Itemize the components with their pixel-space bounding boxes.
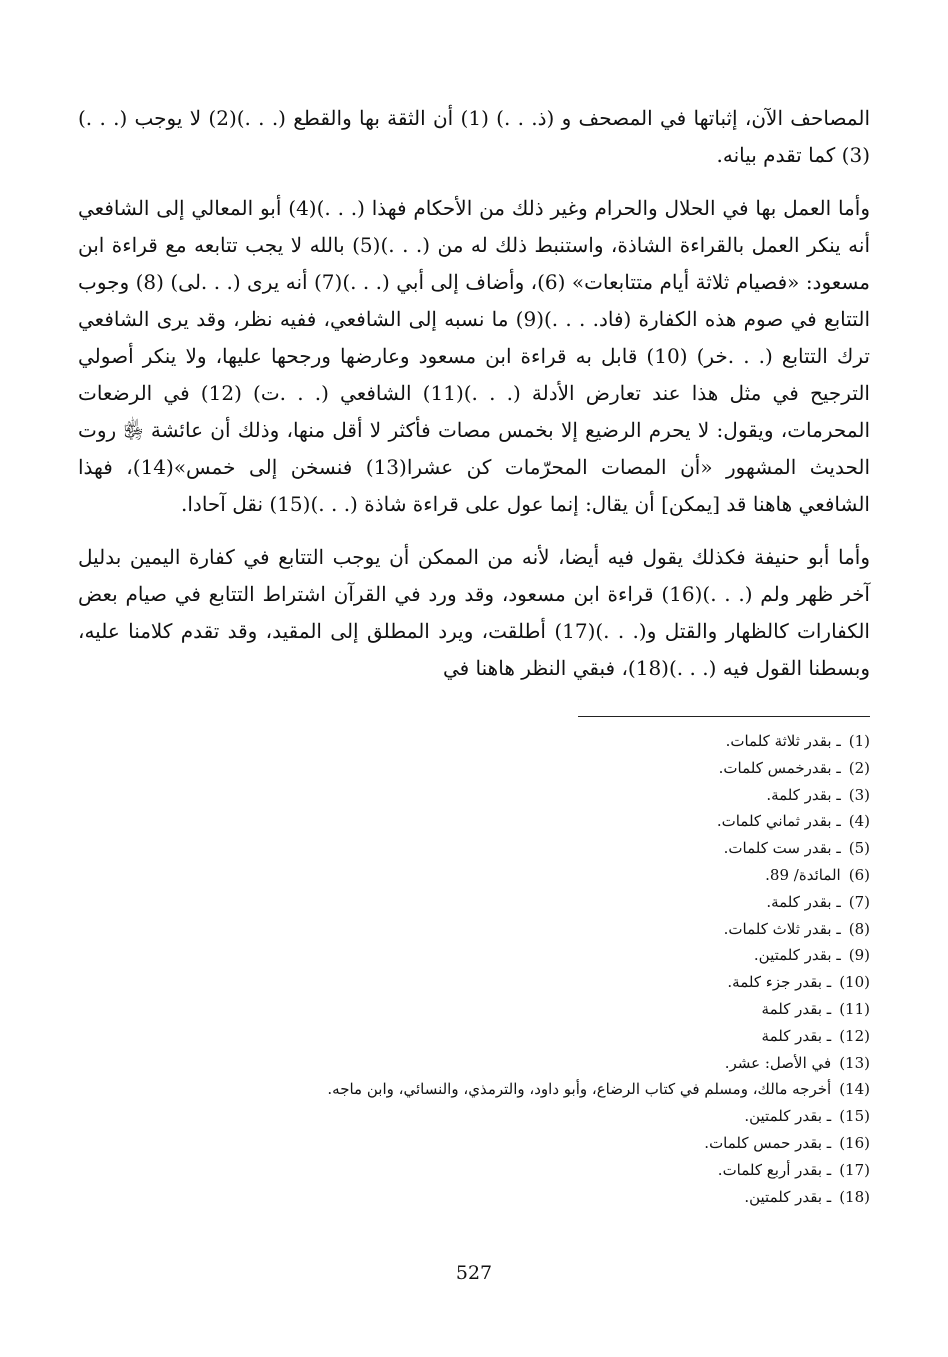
footnote-17: [70, 1157, 870, 1184]
footnote-1: [70, 728, 870, 755]
footnote-number: (13): [839, 1053, 870, 1072]
footnote-14: [70, 1076, 870, 1103]
footnote-text: ـ بقدر كلمتين.: [753, 946, 841, 965]
footnote-text: ـ بقدر كلمة: [761, 1026, 832, 1045]
footnotes-list: [70, 728, 870, 1210]
footnote-15: [70, 1103, 870, 1130]
footnote-text: المائدة/ 89.: [765, 865, 841, 884]
footnote-number: (6): [848, 865, 870, 884]
footnote-text: ـ بقدر ثلاثة كلمات.: [725, 732, 841, 750]
footnote-number: (12): [839, 1026, 870, 1045]
footnote-2: [70, 755, 870, 782]
footnote-text: ـ بقدر كلمة.: [766, 785, 841, 804]
footnote-text: ـ بقدر ثلاث كلمات.: [723, 919, 841, 938]
main-text: [78, 100, 870, 703]
footnote-7: [70, 889, 870, 916]
paragraph-2: وأما العمل بها في الحلال والحرام وغير ذلك من الأحكام فهذا (. . .)(4) أبو المعالي إلى الشافعي أنه ينكر العمل بالقراءة الشاذة، واستنبط ذلك له من (. . .)(5) بالله لا يجب تتابعه مع قراءة ابن مسعود: «فصيام ثلاثة أيام متتابعات» (6)، وأضاف إلى أبي (. . .)(7) أنه يرى (. . .لى) (8) وجوب التتابع في صوم هذه الكفارة (فاد. . . .)(9) ما نسبه إلى الشافعي، ففيه نظر، وقد يرى الشافعي ترك التتابع (. . .خر) (10) قابل به قراءة ابن مسعود وعارضها ورجحها عليها، ولا ينكر أصولي الترجيح في مثل هذا عند تعارض الأدلة (. . .)(11) الشافعي (. . .ت) (12) في الرضعات المحرمات، ويقول: لا يحرم الرضيع إلا بخمس مصات فأكثر لا أقل منها، وذلك أن عائشة ﵂ روت الحديث المشهور «أن المصات المحرّمات كن عشرا(13) فنسخن إلى خمس»(14)، فهذا الشافعي هاهنا قد [يمكن] أن يقال: إنما عول على قراءة شاذة (. . .)(15) نقل آحادا.: [78, 196, 871, 516]
footnote-text: أخرجه مالك، ومسلم في كتاب الرضاع، وأبو داود، والترمذي، والنسائي، وابن ماجه.: [327, 1080, 832, 1099]
footnote-number: (7): [848, 892, 870, 911]
footnote-text: ـ بقدر حمس كلمات.: [704, 1133, 832, 1152]
footnote-16: [70, 1130, 870, 1157]
footnote-9: [70, 942, 870, 969]
footnote-number: (10): [839, 973, 870, 992]
footnote-3: [70, 782, 870, 809]
footnote-18: [70, 1184, 870, 1211]
footnote-text: ـ بقدر كلمتين.: [744, 1187, 832, 1206]
footnote-text: ـ بقدر كلمة.: [766, 892, 841, 911]
page-number: 527: [455, 1262, 493, 1284]
footnote-10: [70, 969, 870, 996]
footnote-text: ـ بقدر كلمتين.: [744, 1107, 832, 1126]
footnote-8: [70, 916, 870, 943]
footnote-text: ـ بقدر كلمة: [761, 999, 832, 1018]
footnote-5: [70, 835, 870, 862]
footnote-text: في الأصل: عشر.: [724, 1053, 832, 1072]
footnote-text: ـ بقدر ست كلمات.: [723, 839, 841, 858]
footnote-number: (5): [848, 839, 870, 858]
footnote-text: ـ بقدرخمس كلمات.: [718, 758, 841, 777]
footnote-text: ـ بقدر ثماني كلمات.: [716, 812, 841, 831]
footnote-6: [70, 862, 870, 889]
footnote-4: [70, 808, 870, 835]
footnote-text: ـ بقدر أربع كلمات.: [717, 1160, 832, 1179]
footnote-text: ـ بقدر جزء كلمة.: [727, 973, 832, 992]
footnote-number: (4): [848, 812, 870, 831]
footnote-13: [70, 1050, 870, 1077]
footnote-number: (1): [848, 732, 870, 750]
footnote-number: (2): [848, 758, 870, 777]
footnote-number: (14): [839, 1080, 870, 1099]
footnote-number: (15): [839, 1107, 870, 1126]
footnote-number: (16): [839, 1133, 870, 1152]
footnote-number: (8): [848, 919, 870, 938]
footnote-divider: [578, 716, 870, 717]
footnote-number: (9): [848, 946, 870, 965]
footnote-number: (3): [848, 785, 870, 804]
paragraph-1: المصاحف الآن، إثباتها في المصحف و (ذ. . .) (1) أن الثقة بها والقطع (. . .)(2) لا يوجب (. . .)(3) كما تقدم بيانه.: [78, 106, 870, 167]
footnote-11: [70, 996, 870, 1023]
footnote-number: (18): [839, 1187, 870, 1206]
footnote-12: [70, 1023, 870, 1050]
footnote-number: (11): [839, 999, 870, 1018]
footnote-number: (17): [839, 1160, 870, 1179]
paragraph-3: وأما أبو حنيفة فكذلك يقول فيه أيضا، لأنه من الممكن أن يوجب التتابع في كفارة اليمين بدليل آخر ظهر ولم (. . .)(16) قراءة ابن مسعود، وقد ورد في القرآن اشتراط التتابع في صيام بعض الكفارات كالظهار والقتل و(. . .)(17) أطلقت، ويرد المطلق إلى المقيد، وقد تقدم كلامنا عليه، وبسطنا القول فيه (. . .)(18)، فبقي النظر هاهنا في: [78, 545, 870, 680]
